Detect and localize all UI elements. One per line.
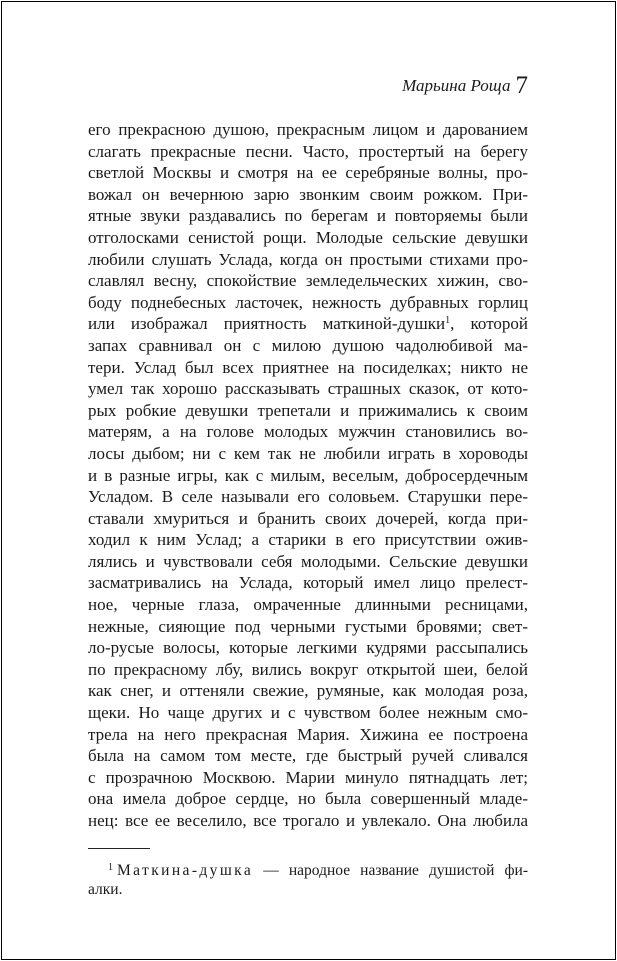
text-line: боду поднебесных ласточек, нежность дубравных горлиц xyxy=(88,292,528,312)
text-line: трела на него прекрасная Мария. Хижина ее построена xyxy=(88,724,528,744)
text-line: отголосками сенистой рощи. Молодые сельские девушки xyxy=(88,227,528,247)
text-line: тери. Услад был всех приятнее на посиделках; никто не xyxy=(88,357,528,377)
text-line: по прекрасному лбу, вились вокруг открытой шеи, белой xyxy=(88,659,528,679)
text-line: ло-русые волосы, которые легкими кудрями рассыпались xyxy=(88,638,528,658)
text-line: засматривались на Услада, который имел лицо прелест- xyxy=(88,573,528,593)
text-line: лосы дыбом; ни с кем так не любили играть в хороводы xyxy=(88,443,528,463)
running-title: Марьина Роща xyxy=(402,76,511,95)
text-line: слагать прекрасные песни. Часто, простертый на берегу xyxy=(88,141,528,161)
text-line: ятные звуки раздавались по берегам и повторяемы были xyxy=(88,206,528,226)
running-header xyxy=(402,72,528,100)
text-line: запах сравнивал он с милою душою чадолюбивой ма- xyxy=(88,335,528,355)
footnote-separator xyxy=(88,848,150,849)
footnote-term: Маткина-душка xyxy=(117,862,254,879)
text-line: любили слушать Услада, когда он простыми стихами про- xyxy=(88,249,528,269)
footnote-ref: 1 xyxy=(108,862,113,873)
text-line: умел так хорошо рассказывать страшных сказок, от кото- xyxy=(88,379,528,399)
footnote-marker: 1 xyxy=(445,315,451,327)
text-line: нец: все ее веселило, все трогало и увлекало. Она любила xyxy=(88,811,528,830)
text-line: щеки. Но чаще других и с чувством более нежным смо- xyxy=(88,703,528,723)
text-line: была на самом том месте, где быстрый ручей сливался xyxy=(88,746,528,766)
text-line: ное, черные глаза, омраченные длинными ресницами, xyxy=(88,595,528,615)
text-line: его прекрасною душою, прекрасным лицом и дарованием xyxy=(88,120,528,139)
text-line: славлял весну, спокойствие земледельческих хижин, сво- xyxy=(88,271,528,291)
text-line: рых робкие девушки трепетали и прижимались к своим xyxy=(88,400,528,420)
text-line: ставали хмуриться и бранить своих дочерей, когда при- xyxy=(88,508,528,528)
footnote-line xyxy=(88,857,528,879)
page-number: 7 xyxy=(515,72,528,99)
text-line: с прозрачною Москвою. Марии минуло пятнадцать лет; xyxy=(88,767,528,787)
text-line: как снег, и оттеняли свежие, румяные, как молодая роза, xyxy=(88,681,528,701)
text-line: ходил к ним Услад; а старики в его присутствии ожив- xyxy=(88,530,528,550)
footnote-text: — народное название душистой фи- xyxy=(253,862,528,879)
text-line: светлой Москвы и смотря на ее серебряные волны, про- xyxy=(88,163,528,183)
footnote-line: алки. xyxy=(88,881,123,898)
text-line: и в разные игры, как с милым, веселым, добросердечным xyxy=(88,465,528,485)
text-line: лялись и чувствовали себя молодыми. Сельские девушки xyxy=(88,551,528,571)
text-line: вожал он вечернюю зарю звонким своим рожком. При- xyxy=(88,184,528,204)
text-segment: , которой xyxy=(450,314,528,334)
body-text xyxy=(88,119,528,832)
footnote xyxy=(88,857,528,901)
text-line: она имела доброе сердце, но была совершенный младе- xyxy=(88,789,528,809)
text-segment: или изображал приятность маткиной-душки xyxy=(88,314,446,334)
text-line xyxy=(88,313,528,335)
text-line: матерям, а на голове молодых мужчин становились во- xyxy=(88,422,528,442)
text-line: нежные, сияющие под черными густыми бровями; свет- xyxy=(88,616,528,636)
text-line: Усладом. В селе называли его соловьем. Старушки пере- xyxy=(88,487,528,507)
